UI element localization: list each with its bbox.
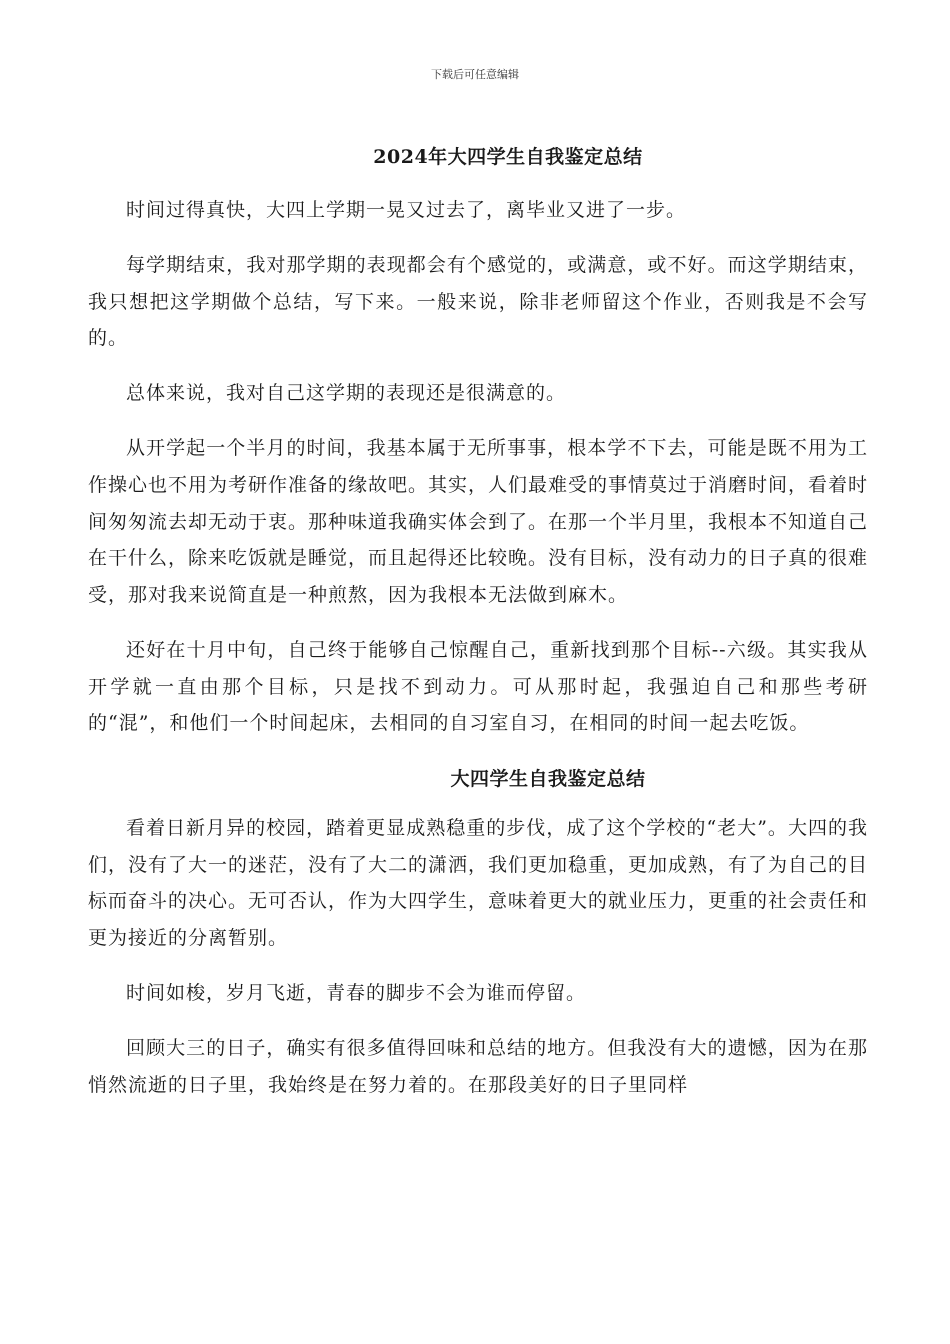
paragraph: 每学期结束，我对那学期的表现都会有个感觉的，或满意，或不好。而这学期结束，我只想把这学期做个总结，写下来。一般来说，除非老师留这个作业，否则我是不会写的。 (88, 254, 868, 350)
paragraph: 时间如梭，岁月飞逝，青春的脚步不会为谁而停留。 (126, 982, 587, 1005)
header-note: 下载后可任意编辑 (431, 68, 519, 81)
paragraph: 从开学起一个半月的时间，我基本属于无所事事，根本学不下去，可能是既不用为工作操心也不用为考研作准备的缘故吧。其实，人们最难受的事情莫过于消磨时间，看着时间匆匆流去却无动于衷。那种味道我确实体会到了。在那一个半月里，我根本不知道自己在干什么，除来吃饭就是睡觉，而且起得还比较晚。没有目标，没有动力的日子真的很难受，那对我来说简直是一种煎熬，因为我根本无法做到麻木。 (88, 437, 869, 606)
paragraph: 还好在十月中旬，自己终于能够自己惊醒自己，重新找到那个目标--六级。其实我从开学就一直由那个目标，只是找不到动力。可从那时起，我强迫自己和那些考研的“混”，和他们一个时间起床，去相同的自习室自习，在相同的时间一起去吃饭。 (88, 638, 868, 735)
paragraph: 回顾大三的日子，确实有很多值得回味和总结的地方。但我没有大的遗憾，因为在那悄然流逝的日子里，我始终是在努力着的。在那段美好的日子里同样 (88, 1037, 868, 1096)
section-title-2: 大四学生自我鉴定总结 (450, 768, 646, 791)
paragraph: 看着日新月异的校园，踏着更显成熟稳重的步伐，成了这个学校的“老大”。大四的我们，没有了大一的迷茫，没有了大二的潇洒，我们更加稳重，更加成熟，有了为自己的目标而奋斗的决心。无可否认，作为大四学生，意味着更大的就业压力，更重的社会责任和更为接近的分离暂别。 (88, 817, 869, 949)
section-title-1: 2024年大四学生自我鉴定总结 (373, 146, 643, 168)
document-body (88, 138, 868, 1122)
paragraph: 总体来说，我对自己这学期的表现还是很满意的。 (126, 382, 567, 405)
paragraph: 时间过得真快，大四上学期一晃又过去了，离毕业又进了一步。 (126, 199, 687, 221)
